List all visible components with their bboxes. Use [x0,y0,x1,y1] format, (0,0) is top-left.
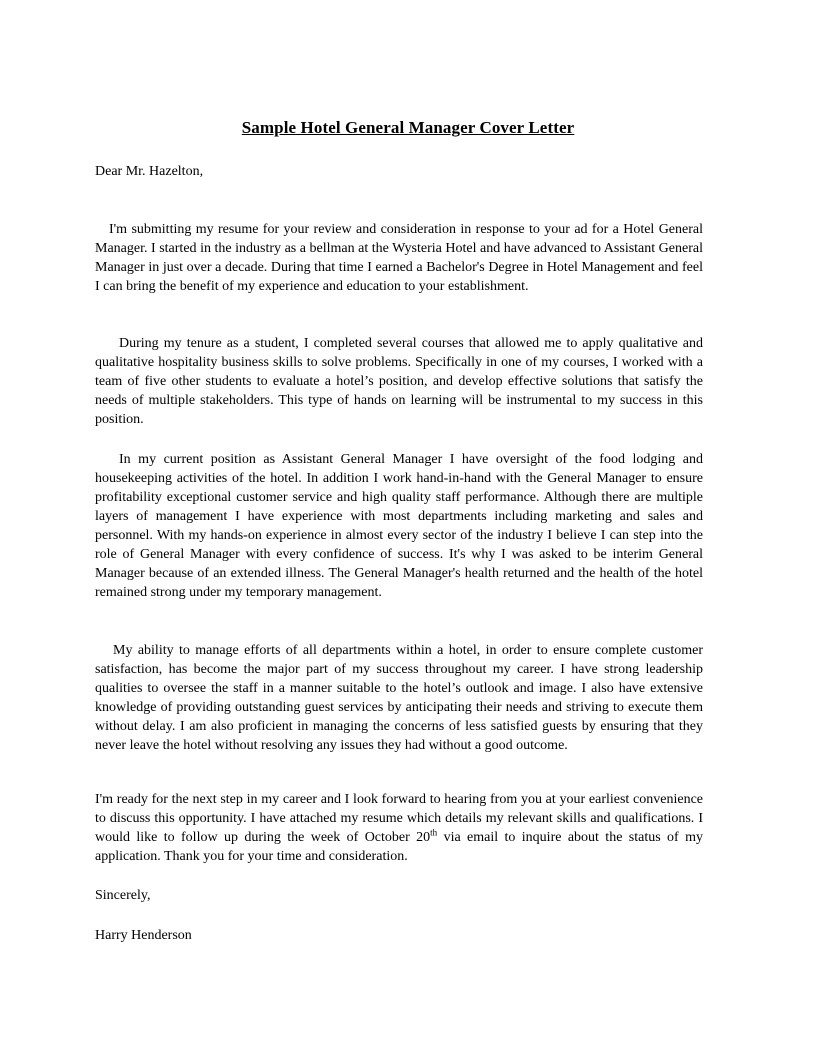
closing: Sincerely, [95,888,151,903]
paragraph-intro: I'm submitting my resume for your review and consideration in response to your ad for a Hotel General Manager. I started in the industry as a bellman at the Wysteria Hotel and have advanced to Assistant General Manager in just over a decade. During that time I earned a Bachelor's Degree in Hotel Management and feel I can bring the benefit of my experience and education to your establishment. [95,222,703,294]
ordinal-superscript: th [430,827,438,838]
signature-name: Harry Henderson [95,928,192,943]
closing-request-text-part1: I'm ready for the next step in my career and I look forward to hearing from you at your earliest convenience to discuss this opportunity. I have attached my resume which details my relevant skills and qualifications. I would like to follow up during the week of October 20 [95,792,703,845]
letter-title: Sample Hotel General Manager Cover Letter [241,118,575,137]
paragraph-current-position: In my current position as Assistant General Manager I have oversight of the food lodging and housekeeping activities of the hotel. In addition I work hand-in-hand with the General Manager to ensure profitability exceptional customer service and high quality staff performance. Although there are multiple layers of management I have experience with most departments including marketing and sales and personnel. With my hands-on experience in almost every sector of the industry I believe I can step into the role of General Manager with every confidence of success. It's why I was asked to be interim General Manager because of an extended illness. The General Manager's health returned and the health of the hotel remained strong under my temporary management. [95,452,703,600]
paragraph-skills: My ability to manage efforts of all departments within a hotel, in order to ensure complete customer satisfaction, has become the major part of my success throughout my career. I have strong leadership qualities to oversee the staff in a manner suitable to the hotel’s outlook and image. I also have extensive knowledge of providing outstanding guest services by anticipating their needs and striving to execute them without delay. I am also proficient in managing the concerns of less satisfied guests by ensuring that they never leave the hotel without resolving any issues they had without a good outcome. [95,643,703,753]
paragraph-closing-request [95,790,703,866]
salutation: Dear Mr. Hazelton, [95,164,204,179]
closing-request-text-part2: via email to inquire about the status of my application. Thank you for your time and consideration. [95,830,703,864]
paragraph-education: During my tenure as a student, I completed several courses that allowed me to apply qualitative and qualitative hospitality business skills to solve problems. Specifically in one of my courses, I worked with a team of five other students to evaluate a hotel’s position, and develop effective solutions that satisfy the needs of multiple stakeholders. This type of hands on learning will be instrumental to my success in this position. [95,336,703,427]
